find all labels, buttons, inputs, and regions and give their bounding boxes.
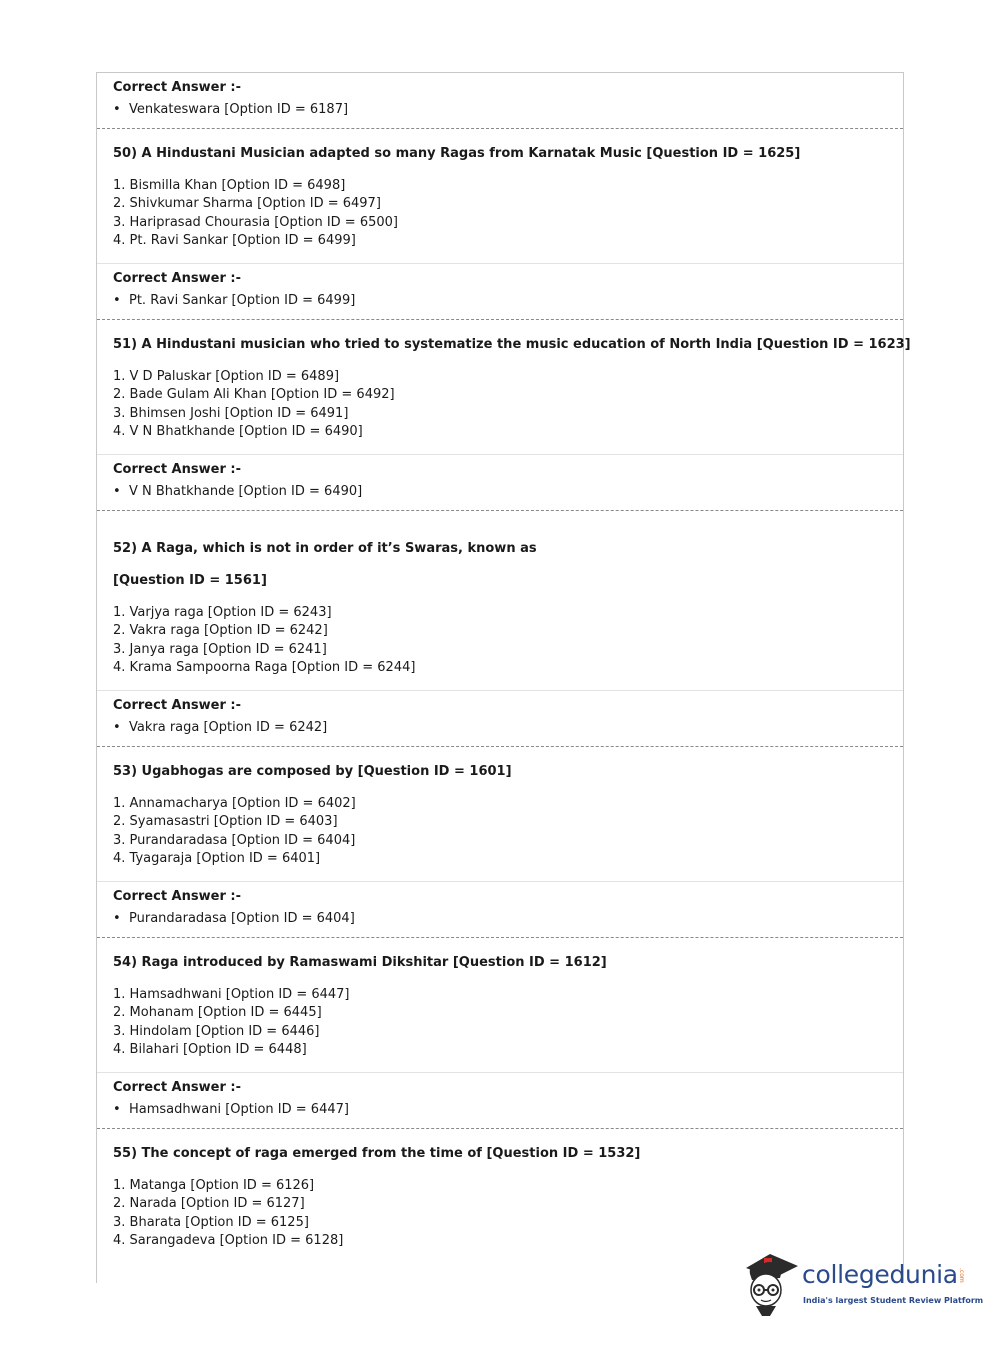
option-item: 4. V N Bhatkhande [Option ID = 6490] — [113, 424, 363, 439]
option-item: 4. Tyagaraja [Option ID = 6401] — [113, 851, 321, 866]
answer-divider — [97, 454, 903, 455]
option-item: 1. Hamsadhwani [Option ID = 6447] — [113, 987, 350, 1002]
bullet-icon: • — [113, 911, 121, 926]
correct-answer-heading: Correct Answer :- — [113, 1080, 241, 1095]
mascot-icon — [740, 1248, 802, 1318]
question-divider — [97, 746, 903, 747]
correct-answer-value: Vakra raga [Option ID = 6242] — [129, 720, 328, 735]
correct-answer-value: Venkateswara [Option ID = 6187] — [129, 102, 349, 117]
option-item: 1. Annamacharya [Option ID = 6402] — [113, 796, 356, 811]
bullet-icon: • — [113, 484, 121, 499]
question-divider — [97, 319, 903, 320]
question-divider — [97, 128, 903, 129]
option-item: 4. Sarangadeva [Option ID = 6128] — [113, 1233, 344, 1248]
question-title: 55) The concept of raga emerged from the time of [Question ID = 1532] — [113, 1146, 641, 1161]
bullet-icon: • — [113, 293, 121, 308]
option-item: 3. Janya raga [Option ID = 6241] — [113, 642, 327, 657]
option-item: 2. Bade Gulam Ali Khan [Option ID = 6492] — [113, 387, 395, 402]
question-title: 50) A Hindustani Musician adapted so many Ragas from Karnatak Music [Question ID = 1625] — [113, 146, 801, 161]
option-item: 3. Bhimsen Joshi [Option ID = 6491] — [113, 406, 349, 421]
bullet-icon: • — [113, 102, 121, 117]
answer-divider — [97, 263, 903, 264]
question-title: 52) A Raga, which is not in order of it’s Swaras, known as — [113, 541, 537, 556]
answer-divider — [97, 881, 903, 882]
logo-tagline: India's largest Student Review Platform — [803, 1296, 984, 1305]
option-item: 2. Vakra raga [Option ID = 6242] — [113, 623, 328, 638]
bullet-icon: • — [113, 720, 121, 735]
correct-answer-value: V N Bhatkhande [Option ID = 6490] — [129, 484, 363, 499]
correct-answer-heading: Correct Answer :- — [113, 80, 241, 95]
bullet-icon: • — [113, 1102, 121, 1117]
question-divider — [97, 937, 903, 938]
option-item: 4. Krama Sampoorna Raga [Option ID = 6244] — [113, 660, 416, 675]
option-item: 2. Mohanam [Option ID = 6445] — [113, 1005, 322, 1020]
option-item: 2. Shivkumar Sharma [Option ID = 6497] — [113, 196, 381, 211]
option-item: 3. Purandaradasa [Option ID = 6404] — [113, 833, 356, 848]
question-id: [Question ID = 1561] — [113, 573, 267, 588]
answer-divider — [97, 690, 903, 691]
option-item: 4. Bilahari [Option ID = 6448] — [113, 1042, 307, 1057]
correct-answer-value: Pt. Ravi Sankar [Option ID = 6499] — [129, 293, 356, 308]
option-item: 3. Bharata [Option ID = 6125] — [113, 1215, 309, 1230]
logo-suffix: .com — [958, 1268, 965, 1283]
question-title: 53) Ugabhogas are composed by [Question ID = 1601] — [113, 764, 512, 779]
option-item: 4. Pt. Ravi Sankar [Option ID = 6499] — [113, 233, 356, 248]
correct-answer-heading: Correct Answer :- — [113, 889, 241, 904]
option-item: 1. Bismilla Khan [Option ID = 6498] — [113, 178, 346, 193]
answer-divider — [97, 1072, 903, 1073]
option-item: 1. Matanga [Option ID = 6126] — [113, 1178, 315, 1193]
correct-answer-heading: Correct Answer :- — [113, 698, 241, 713]
correct-answer-value: Purandaradasa [Option ID = 6404] — [129, 911, 355, 926]
correct-answer-heading: Correct Answer :- — [113, 271, 241, 286]
correct-answer-heading: Correct Answer :- — [113, 462, 241, 477]
option-item: 2. Narada [Option ID = 6127] — [113, 1196, 305, 1211]
correct-answer-value: Hamsadhwani [Option ID = 6447] — [129, 1102, 349, 1117]
question-title: 51) A Hindustani musician who tried to systematize the music education of North India [Question ID = 1623] — [113, 337, 911, 352]
logo-wordmark: collegedunia — [802, 1260, 958, 1289]
option-item: 2. Syamasastri [Option ID = 6403] — [113, 814, 338, 829]
question-title: 54) Raga introduced by Ramaswami Dikshitar [Question ID = 1612] — [113, 955, 607, 970]
option-item: 1. Varjya raga [Option ID = 6243] — [113, 605, 332, 620]
option-item: 3. Hariprasad Chourasia [Option ID = 6500] — [113, 215, 398, 230]
question-divider — [97, 1128, 903, 1129]
collegedunia-logo — [740, 1248, 984, 1318]
option-item: 1. V D Paluskar [Option ID = 6489] — [113, 369, 340, 384]
question-divider — [97, 510, 903, 511]
option-item: 3. Hindolam [Option ID = 6446] — [113, 1024, 320, 1039]
